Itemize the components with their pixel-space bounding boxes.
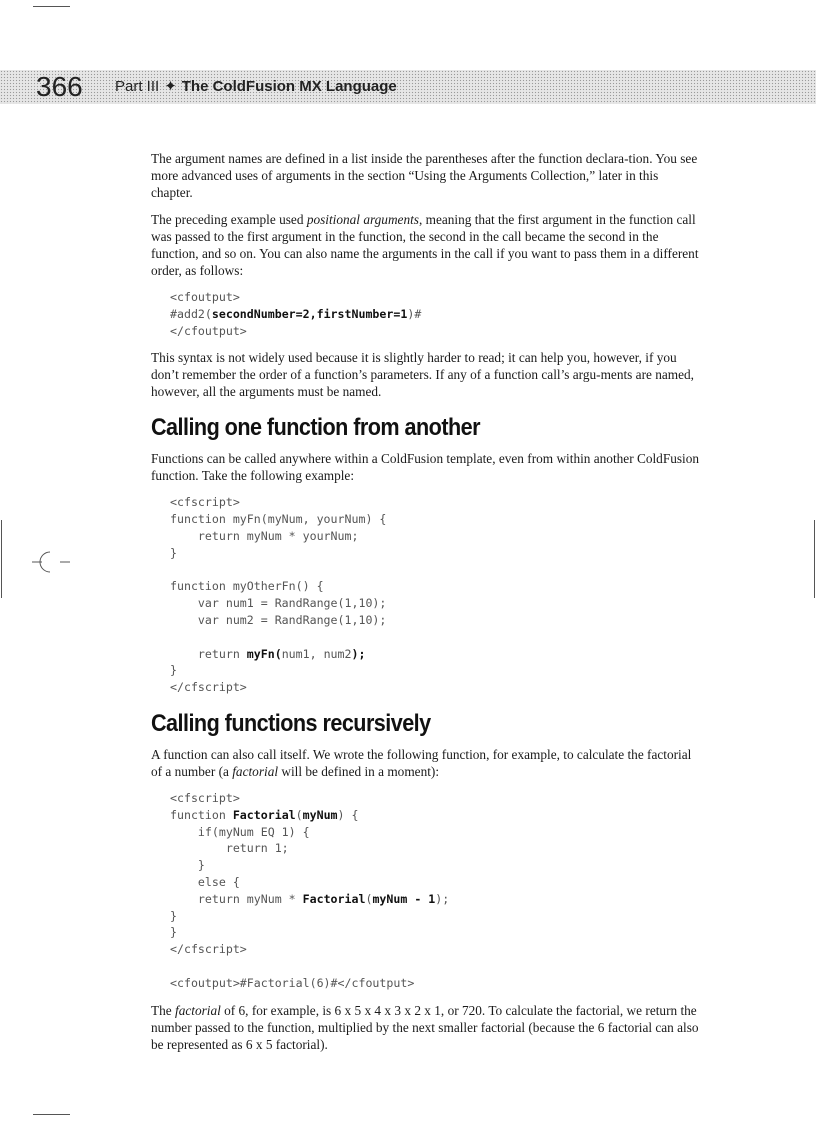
chapter-title: The ColdFusion MX Language <box>181 78 397 95</box>
section-heading-calling-another: Calling one function from another <box>151 414 480 442</box>
crop-mark-top <box>33 6 70 7</box>
section-heading-recursive: Calling functions recursively <box>151 709 431 737</box>
page-number: 366 <box>36 71 83 102</box>
running-head <box>115 77 397 97</box>
crop-mark-bottom <box>33 1114 70 1115</box>
crop-mark-right <box>814 520 815 598</box>
paragraph-arguments: The argument names are defined in a list inside the parentheses after the function declara-tion. You see more advanced uses of arguments in the section “Using the Arguments Collection,” later in this chapter. <box>151 151 698 200</box>
registration-mark-icon <box>28 550 74 574</box>
crop-mark-left <box>1 520 2 598</box>
code-block-nested-call: <cfscript> function myFn(myNum, yourNum) { return myNum * yourNum; } function myOtherFn() { var num1 = RandRange(1,10); var num2 = RandRange(1,10); return myFn(num1, num2); } </cfscript> <box>170 495 387 695</box>
term-factorial: factorial <box>232 763 279 779</box>
paragraph-positional: The preceding example used positional arguments, meaning that the first argument in the function call was passed to the first argument in the function, the second in the call became the second in the function, and so on. You can also name the arguments in the call if you want to pass them in a different order, as follows: <box>151 212 699 278</box>
term-positional-arguments: positional arguments <box>306 212 419 227</box>
paragraph-factorial-explained: The factorial of 6, for example, is 6 x 5 x 4 x 3 x 2 x 1, or 720. To calculate the factorial, we return the number passed to the function, multiplied by the next smaller factorial (because the 6 factorial can also be represented as 6 x 5 factorial). <box>151 1002 699 1052</box>
code-block-named-args: <cfoutput> #add2(secondNumber=2,firstNumber=1)# </cfoutput> <box>170 290 422 338</box>
term-factorial-2: factorial <box>175 1002 221 1018</box>
code-block-factorial: <cfscript> function Factorial(myNum) { if(myNum EQ 1) { return 1; } else { return myNum * Factorial(myNum - 1); } } </cfscript> <cfoutput>#Factorial(6)#</cfoutput> <box>170 790 450 990</box>
diamond-icon: ✦ <box>164 78 177 95</box>
paragraph-syntax-note: This syntax is not widely used because it is slightly harder to read; it can help you, however, if you don’t remember the order of a function’s parameters. If any of a function call’s argu-ments are named, however, all the arguments must be named. <box>151 350 694 400</box>
paragraph-recursion-intro: A function can also call itself. We wrote the following function, for example, to calculate the factorial of a number (a factorial will be defined in a moment): <box>151 746 692 779</box>
paragraph-functions-anywhere: Functions can be called anywhere within a ColdFusion template, even from within another ColdFusion function. Take the following example: <box>151 451 700 484</box>
part-label: Part III <box>115 78 160 95</box>
page-content <box>151 150 703 1063</box>
